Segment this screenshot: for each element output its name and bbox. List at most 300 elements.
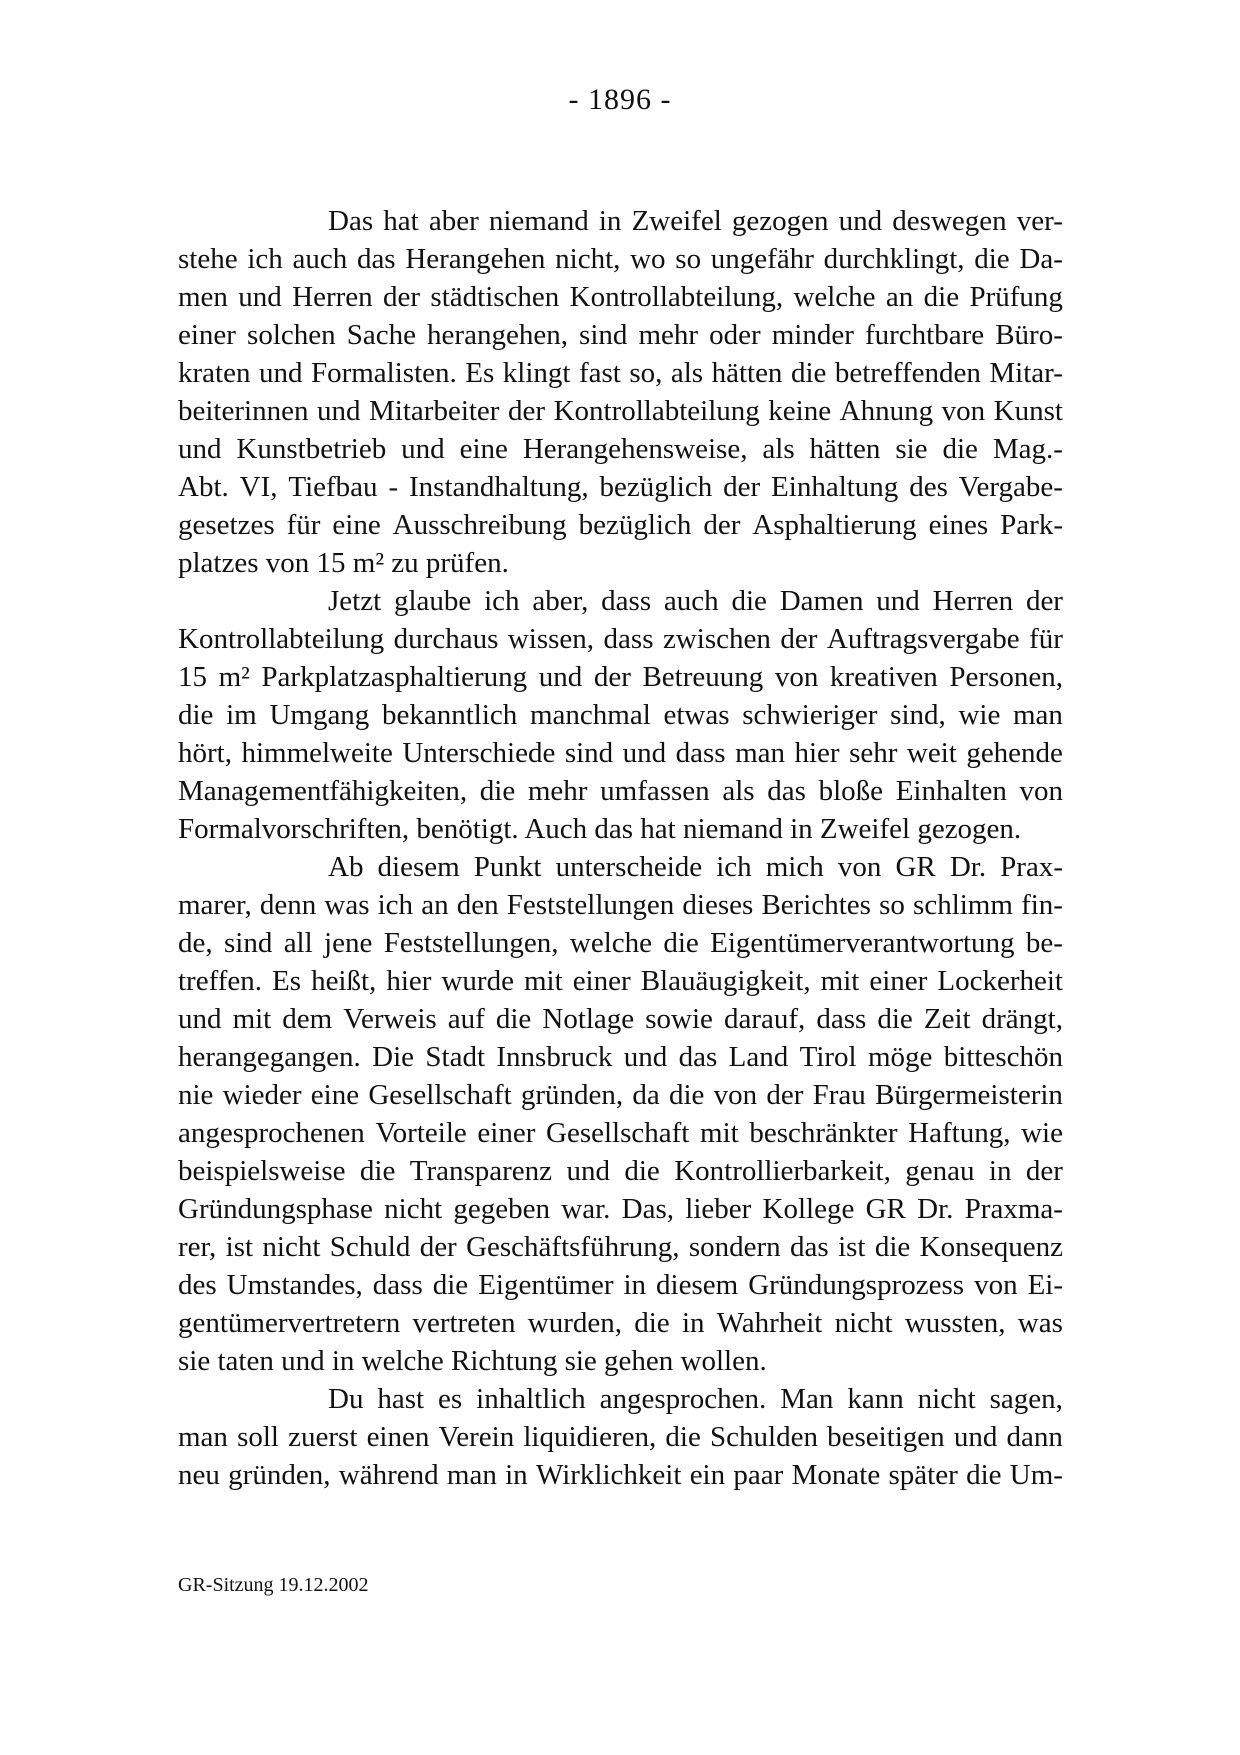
word: Dr. bbox=[949, 851, 987, 883]
word: als bbox=[670, 357, 704, 389]
word: es bbox=[438, 1383, 463, 1415]
word: vertreten bbox=[412, 1307, 516, 1339]
word: mit bbox=[523, 965, 563, 997]
word: Formalisten. bbox=[310, 357, 457, 389]
word: weit bbox=[906, 737, 957, 769]
text-line bbox=[178, 1076, 1063, 1114]
word: hätten bbox=[711, 357, 783, 389]
word: Jetzt bbox=[328, 585, 382, 617]
word: kann bbox=[847, 1383, 904, 1415]
word: oder bbox=[709, 319, 761, 351]
text-line bbox=[178, 1038, 1063, 1076]
word: soll bbox=[237, 1421, 279, 1453]
word: angesprochenen bbox=[178, 1117, 365, 1149]
text-line bbox=[178, 506, 1063, 544]
word: der bbox=[383, 281, 421, 313]
text-line bbox=[178, 278, 1063, 316]
word: Feststellungen, bbox=[383, 927, 559, 959]
word: durchaus bbox=[393, 623, 499, 655]
word: die bbox=[874, 1231, 911, 1263]
word: gründen, bbox=[520, 1079, 624, 1111]
word: sind bbox=[579, 319, 628, 351]
word: Ab bbox=[328, 851, 364, 883]
word: hätten bbox=[809, 433, 881, 465]
word: Kontrollabteilung bbox=[553, 395, 760, 427]
word: Gründungsprozess bbox=[748, 1269, 965, 1301]
word: Kontrollabteilung bbox=[178, 623, 385, 655]
word: und bbox=[316, 395, 361, 427]
word: Herren bbox=[932, 585, 1014, 617]
word: lieber bbox=[685, 1193, 752, 1225]
word: sondern bbox=[688, 1231, 781, 1263]
word: die bbox=[432, 1269, 469, 1301]
word: auch bbox=[663, 585, 719, 617]
word: herangegangen. bbox=[178, 1041, 361, 1073]
word: welche bbox=[569, 927, 652, 959]
word: die bbox=[966, 1459, 1002, 1491]
word: drängt, bbox=[981, 1003, 1063, 1035]
word: wo bbox=[630, 243, 666, 275]
word: neu bbox=[178, 1459, 220, 1491]
word: der bbox=[1025, 585, 1063, 617]
word: und bbox=[538, 661, 583, 693]
word: und bbox=[258, 357, 303, 389]
word: sowie bbox=[645, 1003, 713, 1035]
word: Zeit bbox=[923, 1003, 971, 1035]
word: so bbox=[675, 243, 702, 275]
word: wissen, bbox=[507, 623, 595, 655]
word: 15 bbox=[178, 661, 207, 693]
text-line bbox=[178, 1114, 1063, 1152]
word: gentümervertretern bbox=[178, 1307, 401, 1339]
word: Konsequenz bbox=[919, 1231, 1063, 1263]
word: hier bbox=[386, 965, 432, 997]
word: für bbox=[1029, 623, 1063, 655]
word: war. bbox=[561, 1193, 611, 1225]
word: sind, bbox=[890, 699, 946, 731]
word: dass bbox=[372, 1269, 423, 1301]
word: eine bbox=[332, 509, 381, 541]
word: und bbox=[238, 281, 282, 313]
word: dass bbox=[603, 623, 654, 655]
word: ungefähr bbox=[710, 243, 814, 275]
word: man bbox=[1013, 699, 1063, 731]
word: gründen, bbox=[228, 1459, 331, 1491]
page-number: - 1896 - bbox=[568, 83, 672, 116]
word: hat bbox=[383, 205, 419, 237]
word: das bbox=[767, 775, 806, 807]
word: an bbox=[421, 889, 449, 921]
word: die bbox=[668, 1079, 705, 1111]
word: Frau bbox=[812, 1079, 866, 1111]
word: einen bbox=[366, 1421, 430, 1453]
word: von bbox=[837, 851, 882, 883]
word: diesem bbox=[656, 1269, 739, 1301]
word: ich bbox=[484, 585, 520, 617]
word: dass bbox=[601, 585, 652, 617]
word: in bbox=[505, 1459, 528, 1491]
word: an bbox=[885, 281, 914, 313]
word: jene bbox=[324, 927, 373, 959]
word: Bürgermeisterin bbox=[874, 1079, 1063, 1111]
word: die bbox=[942, 433, 978, 465]
text-line bbox=[178, 924, 1063, 962]
word: gezogen bbox=[731, 205, 829, 237]
text-line: Formalvorschriften, benötigt. Auch das hat niemand in Zweifel gezogen. bbox=[178, 813, 1022, 845]
word: Parkplatzasphaltierung bbox=[261, 661, 528, 693]
text-line bbox=[178, 848, 1063, 886]
word: wie bbox=[958, 699, 1001, 731]
word: des bbox=[178, 1269, 217, 1301]
word: auf bbox=[447, 1003, 485, 1035]
word: von bbox=[974, 1269, 1018, 1301]
word: und bbox=[876, 585, 920, 617]
word: dass bbox=[816, 1003, 867, 1035]
word: einer bbox=[869, 965, 928, 997]
word: heißt, bbox=[311, 965, 377, 997]
word: bezüglich bbox=[578, 509, 692, 541]
word: treffen. bbox=[178, 965, 262, 997]
word: beiterinnen bbox=[178, 395, 309, 427]
word: Unterschiede bbox=[402, 737, 556, 769]
word: mit bbox=[232, 1003, 272, 1035]
word: wussten, bbox=[904, 1307, 1006, 1339]
word: ist bbox=[838, 1231, 866, 1263]
word: die bbox=[731, 585, 767, 617]
word: unterscheide bbox=[555, 851, 703, 883]
word: so bbox=[879, 889, 905, 921]
word: und bbox=[566, 1155, 610, 1187]
word: Verein bbox=[438, 1421, 515, 1453]
word: Feststellungen bbox=[506, 889, 675, 921]
text-line bbox=[178, 1000, 1063, 1038]
word: der bbox=[703, 509, 741, 541]
word: Geschäftsführung, bbox=[466, 1231, 680, 1263]
word: durchklingt, bbox=[823, 243, 965, 275]
word: ich bbox=[716, 851, 752, 883]
text-line bbox=[178, 1152, 1063, 1190]
word: sie bbox=[895, 433, 928, 465]
word: eine bbox=[310, 1079, 360, 1111]
word: das bbox=[356, 243, 396, 275]
word: Mitar- bbox=[989, 357, 1063, 389]
word: Damen bbox=[779, 585, 864, 617]
word: in bbox=[988, 1155, 1012, 1187]
text-line bbox=[178, 886, 1063, 924]
word: Du bbox=[328, 1383, 364, 1415]
word: was bbox=[1017, 1307, 1063, 1339]
word: ist bbox=[225, 1231, 254, 1263]
text-line: platzes von 15 m² zu prüfen. bbox=[178, 547, 509, 579]
word: bloße bbox=[818, 775, 884, 807]
text-line bbox=[178, 1418, 1063, 1456]
word: Herren bbox=[292, 281, 373, 313]
word: und bbox=[953, 1421, 998, 1453]
word: Man bbox=[780, 1383, 834, 1415]
word: diesem bbox=[377, 851, 460, 883]
word: von bbox=[1019, 775, 1063, 807]
word: stehe bbox=[178, 243, 238, 275]
word: so, bbox=[629, 357, 663, 389]
word: als bbox=[722, 775, 755, 807]
word: in bbox=[681, 1307, 705, 1339]
word: die bbox=[634, 1307, 670, 1339]
word: Sache bbox=[346, 319, 416, 351]
word: für bbox=[286, 509, 321, 541]
word: die bbox=[624, 1155, 660, 1187]
word: paar bbox=[733, 1459, 784, 1491]
word: Einhaltung bbox=[771, 471, 899, 503]
word: wurde bbox=[441, 965, 514, 997]
word: GR bbox=[865, 1193, 906, 1225]
word: Blauäugigkeit, bbox=[640, 965, 811, 997]
word: aber, bbox=[532, 585, 589, 617]
body-text bbox=[178, 202, 1063, 1494]
text-line bbox=[178, 734, 1063, 772]
word: und bbox=[178, 433, 222, 465]
word: man bbox=[446, 1459, 497, 1491]
word: Ausschreibung bbox=[392, 509, 567, 541]
word: liquidieren, bbox=[523, 1421, 657, 1453]
text-line bbox=[178, 582, 1063, 620]
word: Verweis bbox=[343, 1003, 437, 1035]
word: die bbox=[359, 1155, 396, 1187]
word: Lockerheit bbox=[937, 965, 1063, 997]
word: Asphaltierung bbox=[752, 509, 917, 541]
word: das bbox=[678, 1041, 718, 1073]
word: im bbox=[226, 699, 257, 731]
word: städtischen bbox=[430, 281, 560, 313]
word: herangehen, bbox=[427, 319, 568, 351]
word: hier bbox=[794, 737, 840, 769]
word: wie bbox=[1021, 1117, 1063, 1149]
text-line bbox=[178, 620, 1063, 658]
word: gegeben bbox=[453, 1193, 551, 1225]
word: keine bbox=[768, 395, 832, 427]
word: möge bbox=[867, 1041, 933, 1073]
word: minder bbox=[771, 319, 854, 351]
word: der bbox=[723, 471, 761, 503]
word: Wahrheit bbox=[716, 1307, 823, 1339]
word: klingt bbox=[502, 357, 571, 389]
word: bekanntlich bbox=[382, 699, 518, 731]
text-line bbox=[178, 354, 1063, 392]
text-line bbox=[178, 658, 1063, 696]
word: Herangehensweise, bbox=[522, 433, 748, 465]
word: da bbox=[632, 1079, 660, 1111]
word: des bbox=[909, 471, 948, 503]
word: kraten bbox=[178, 357, 251, 389]
word: beispielsweise bbox=[178, 1155, 346, 1187]
word: Kontrollierbarkeit, bbox=[674, 1155, 891, 1187]
word: sind bbox=[564, 737, 614, 769]
word: Das bbox=[328, 205, 374, 237]
word: und bbox=[838, 205, 883, 237]
word: nie bbox=[178, 1079, 214, 1111]
word: Mitarbeiter bbox=[369, 395, 500, 427]
word: Praxma- bbox=[964, 1193, 1063, 1225]
text-line bbox=[178, 1456, 1063, 1494]
word: mehr bbox=[638, 319, 699, 351]
word: die bbox=[495, 1003, 532, 1035]
word: Betreuung bbox=[642, 661, 764, 693]
word: während bbox=[338, 1459, 439, 1491]
word: mit bbox=[820, 965, 860, 997]
word: Kunst bbox=[993, 395, 1063, 427]
word: aber bbox=[428, 205, 479, 237]
word: der bbox=[780, 623, 818, 655]
word: zwischen bbox=[662, 623, 771, 655]
text-line bbox=[178, 240, 1063, 278]
word: nicht bbox=[917, 1383, 976, 1415]
word: der bbox=[593, 661, 631, 693]
word: Eigentümerverantwortung bbox=[710, 927, 1015, 959]
word: Abt. bbox=[178, 471, 229, 503]
word: sagen, bbox=[989, 1383, 1063, 1415]
word: GR bbox=[895, 851, 936, 883]
word: Umstandes, bbox=[226, 1269, 363, 1301]
word: all bbox=[283, 927, 313, 959]
word: Eigentümer bbox=[478, 1269, 614, 1301]
word: Notlage bbox=[542, 1003, 635, 1035]
word: etwas bbox=[663, 699, 730, 731]
word: Land bbox=[728, 1041, 789, 1073]
word: Haftung, bbox=[908, 1117, 1011, 1149]
word: der bbox=[766, 1079, 804, 1111]
word: als bbox=[762, 433, 795, 465]
word: hört, bbox=[178, 737, 232, 769]
word: inhaltlich bbox=[476, 1383, 586, 1415]
word: schlimm bbox=[913, 889, 1013, 921]
text-line bbox=[178, 1304, 1063, 1342]
word: fin- bbox=[1021, 889, 1063, 921]
word: be- bbox=[1025, 927, 1063, 959]
word: mehr bbox=[527, 775, 588, 807]
word: dass bbox=[675, 737, 726, 769]
word: die bbox=[663, 927, 699, 959]
word: rer, bbox=[178, 1231, 217, 1263]
word: Vergabe- bbox=[958, 471, 1063, 503]
word: Monate bbox=[791, 1459, 881, 1491]
text-line bbox=[178, 772, 1063, 810]
word: die bbox=[178, 699, 214, 731]
word: Kollege bbox=[762, 1193, 855, 1225]
word: ich bbox=[377, 889, 414, 921]
word: Das, bbox=[621, 1193, 675, 1225]
word: Die bbox=[372, 1041, 415, 1073]
word: solchen bbox=[247, 319, 336, 351]
word: Umgang bbox=[269, 699, 370, 731]
word: schwieriger bbox=[742, 699, 878, 731]
word: marer, bbox=[178, 889, 252, 921]
word: die bbox=[479, 775, 516, 807]
word: und bbox=[622, 737, 667, 769]
word: man bbox=[735, 737, 786, 769]
text-line bbox=[178, 696, 1063, 734]
word: Kunstbetrieb bbox=[236, 433, 387, 465]
word: gesetzes bbox=[178, 509, 275, 541]
word: Büro- bbox=[995, 319, 1063, 351]
word: Gesellschaft bbox=[368, 1079, 512, 1111]
word: wurden, bbox=[527, 1307, 622, 1339]
word: nicht, bbox=[555, 243, 621, 275]
word: sind bbox=[223, 927, 273, 959]
text-line bbox=[178, 1190, 1063, 1228]
text-line bbox=[178, 468, 1063, 506]
word: Wirklichkeit bbox=[535, 1459, 682, 1491]
word: niemand bbox=[488, 205, 589, 237]
word: von bbox=[941, 395, 986, 427]
word: eines bbox=[928, 509, 989, 541]
word: bezüglich bbox=[599, 471, 713, 503]
word: Vorteile bbox=[375, 1117, 467, 1149]
word: kreativen bbox=[829, 661, 938, 693]
word: Transparenz bbox=[409, 1155, 553, 1187]
word: Herangehen bbox=[405, 243, 546, 275]
word: Zweifel bbox=[631, 205, 722, 237]
word: umfassen bbox=[600, 775, 710, 807]
text-line: sie taten und in welche Richtung sie gehen wollen. bbox=[178, 1345, 767, 1377]
word: den bbox=[456, 889, 499, 921]
word: auch bbox=[292, 243, 348, 275]
word: Park- bbox=[1000, 509, 1063, 541]
word: und bbox=[401, 433, 445, 465]
word: Schuld bbox=[329, 1231, 411, 1263]
word: dieses bbox=[682, 889, 754, 921]
word: einer bbox=[477, 1117, 536, 1149]
word: Prax- bbox=[1000, 851, 1063, 883]
text-line bbox=[178, 202, 1063, 240]
word: sehr bbox=[849, 737, 898, 769]
word: in bbox=[598, 205, 622, 237]
word: und bbox=[178, 1003, 222, 1035]
word: dem bbox=[282, 1003, 333, 1035]
word: betreffenden bbox=[834, 357, 981, 389]
word: himmelweite bbox=[241, 737, 393, 769]
word: nicht bbox=[834, 1307, 893, 1339]
word: einer bbox=[572, 965, 631, 997]
word: die bbox=[923, 281, 960, 313]
word: nicht bbox=[262, 1231, 321, 1263]
word: Ei- bbox=[1027, 1269, 1063, 1301]
word: men bbox=[178, 281, 228, 313]
word: Es bbox=[272, 965, 302, 997]
word: Innsbruck bbox=[496, 1041, 613, 1073]
word: hast bbox=[377, 1383, 425, 1415]
word: fast bbox=[578, 357, 621, 389]
text-line bbox=[178, 430, 1063, 468]
word: nicht bbox=[384, 1193, 443, 1225]
word: Mag.- bbox=[992, 433, 1063, 465]
word: dann bbox=[1006, 1421, 1063, 1453]
word: Tiefbau bbox=[288, 471, 378, 503]
word: VI, bbox=[239, 471, 278, 503]
word: man bbox=[178, 1421, 228, 1453]
word: Personen, bbox=[949, 661, 1063, 693]
word: genau bbox=[905, 1155, 975, 1187]
word: was bbox=[324, 889, 370, 921]
word: manchmal bbox=[529, 699, 651, 731]
word: m² bbox=[218, 661, 250, 693]
word: Um- bbox=[1009, 1459, 1063, 1491]
text-line bbox=[178, 1266, 1063, 1304]
word: furchtbare bbox=[864, 319, 985, 351]
word: das bbox=[790, 1231, 829, 1263]
word: von bbox=[713, 1079, 758, 1111]
word: mit bbox=[700, 1117, 739, 1149]
text-line bbox=[178, 1380, 1063, 1418]
word: in bbox=[623, 1269, 647, 1301]
